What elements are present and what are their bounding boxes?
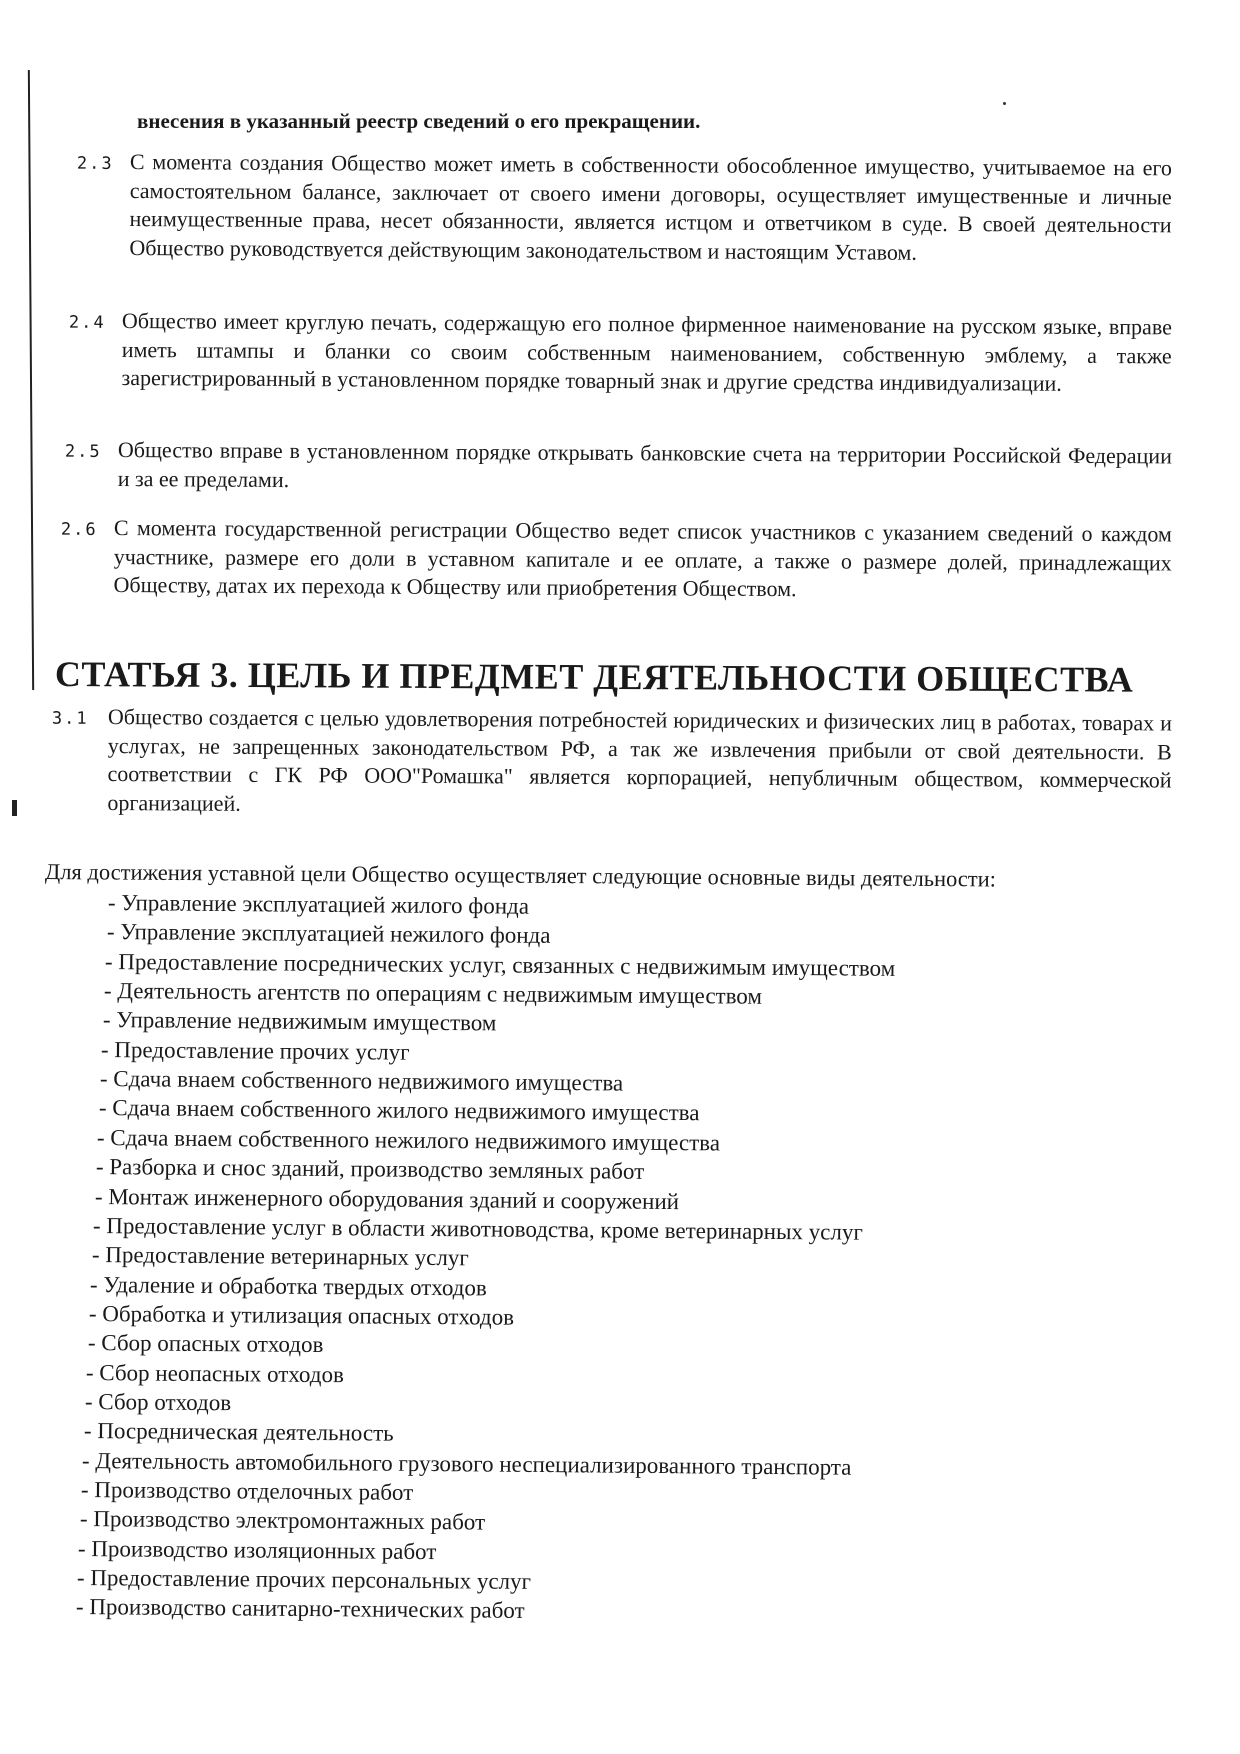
clause-number: 2.3 — [76, 153, 114, 174]
activity-item: - Предоставление прочих персональных услуг — [76, 1565, 532, 1594]
clause-text: Общество имеет круглую печать, содержащую его полное фирменное наименование на русском языке, вправе иметь штампы и бланки со своим собственным наименованием, собственную эмблему, а также зарегистрированный в установленном порядке товарный знак и другие средства индивидуализации. — [121, 307, 1172, 396]
continuation-line: внесения в указанный реестр сведений о его прекращении. — [137, 109, 701, 133]
clause-number: 3.1 — [51, 708, 89, 729]
activity-item: - Управление эксплуатацией нежилого фонда — [106, 919, 551, 948]
activity-item: - Управление эксплуатацией жилого фонда — [107, 890, 530, 919]
activity-item: - Производство электромонтажных работ — [79, 1506, 486, 1535]
activity-item: - Предоставление услуг в области животноводства, кроме ветеринарных услуг — [92, 1213, 863, 1245]
activity-item: - Сдача внаем собственного недвижимого имущества — [99, 1066, 624, 1096]
activity-item: - Сдача внаем собственного нежилого недвижимого имущества — [96, 1125, 721, 1156]
activity-item: - Производство отделочных работ — [80, 1477, 414, 1505]
activity-item: - Удаление и обработка твердых отходов — [89, 1272, 487, 1301]
activity-item: - Производство изоляционных работ — [77, 1536, 437, 1565]
activity-item: - Предоставление посреднических услуг, связанных с недвижимым имуществом — [104, 949, 896, 981]
clause-2-6 — [60, 514, 1172, 606]
clause-2-5 — [64, 436, 1172, 499]
clause-2-4 — [68, 307, 1172, 399]
margin-mark — [12, 800, 17, 816]
article-3-heading: СТАТЬЯ 3. ЦЕЛЬ И ПРЕДМЕТ ДЕЯТЕЛЬНОСТИ ОБЩЕСТВА — [54, 654, 1134, 700]
activity-item: - Предоставление прочих услуг — [100, 1037, 410, 1065]
activity-item: - Сбор отходов — [84, 1389, 232, 1416]
clause-2-3 — [76, 148, 1172, 268]
activity-item: - Сдача внаем собственного жилого недвижимого имущества — [98, 1095, 700, 1126]
activity-item: - Монтаж инженерного оборудования зданий и сооружений — [94, 1184, 680, 1215]
activities-intro: Для достижения уставной цели Общество осуществляет следующие основные виды деятельности: — [44, 859, 997, 892]
activity-item: - Сбор опасных отходов — [87, 1330, 324, 1358]
activity-item: - Производство санитарно-технических работ — [75, 1594, 525, 1623]
clause-text: Общество вправе в установленном порядке открывать банковские счета на территории Российской Федерации и за ее пределами. — [117, 436, 1172, 492]
clause-3-1 — [51, 703, 1172, 823]
clause-text: С момента создания Общество может иметь в собственности обособленное имущество, учитываемое на его самостоятельном балансе, заключает от своего имени договоры, осуществляет имущественные и личные неимущественные права, несет обязанности, является истцом и ответчиком в суде. В своей деятельности Общество руководствуется действующим законодательством и настоящим Уставом. — [129, 148, 1172, 265]
clause-text: Общество создается с целью удовлетворения потребностей юридических и физических лиц в работах, товарах и услугах, не запрещенных законодательством РФ, а так же извлечения прибыли от свой деятельности. В соответствии с ГК РФ ООО"Ромашка" является корпорацией, непубличным обществом, коммерческой организацией. — [107, 704, 1172, 816]
activity-item: - Управление недвижимым имуществом — [102, 1007, 497, 1036]
clause-number: 2.6 — [60, 519, 98, 540]
activity-item: - Посредническая деятельность — [83, 1418, 394, 1446]
activity-item: - Разборка и снос зданий, производство земляных работ — [95, 1154, 645, 1184]
activity-item: - Предоставление ветеринарных услуг — [91, 1242, 469, 1271]
margin-line — [28, 70, 34, 690]
clause-number: 2.5 — [64, 441, 102, 462]
activity-item: - Сбор неопасных отходов — [85, 1360, 345, 1388]
activity-item: - Обработка и утилизация опасных отходов — [88, 1301, 515, 1330]
clause-text: С момента государственной регистрации Общество ведет список участников с указанием сведений о каждом участнике, размере его доли в уставном капитале и ее оплате, а также о размере долей, принадлежащих Обществу, датах их перехода к Обществу или приобретения Обществом. — [113, 515, 1172, 602]
scan-speck — [1003, 102, 1006, 105]
activity-item: - Деятельность агентств по операциям с недвижимым имуществом — [103, 978, 763, 1009]
clause-number: 2.4 — [68, 312, 106, 333]
activity-item: - Деятельность автомобильного грузового неспециализированного транспорта — [81, 1448, 852, 1480]
